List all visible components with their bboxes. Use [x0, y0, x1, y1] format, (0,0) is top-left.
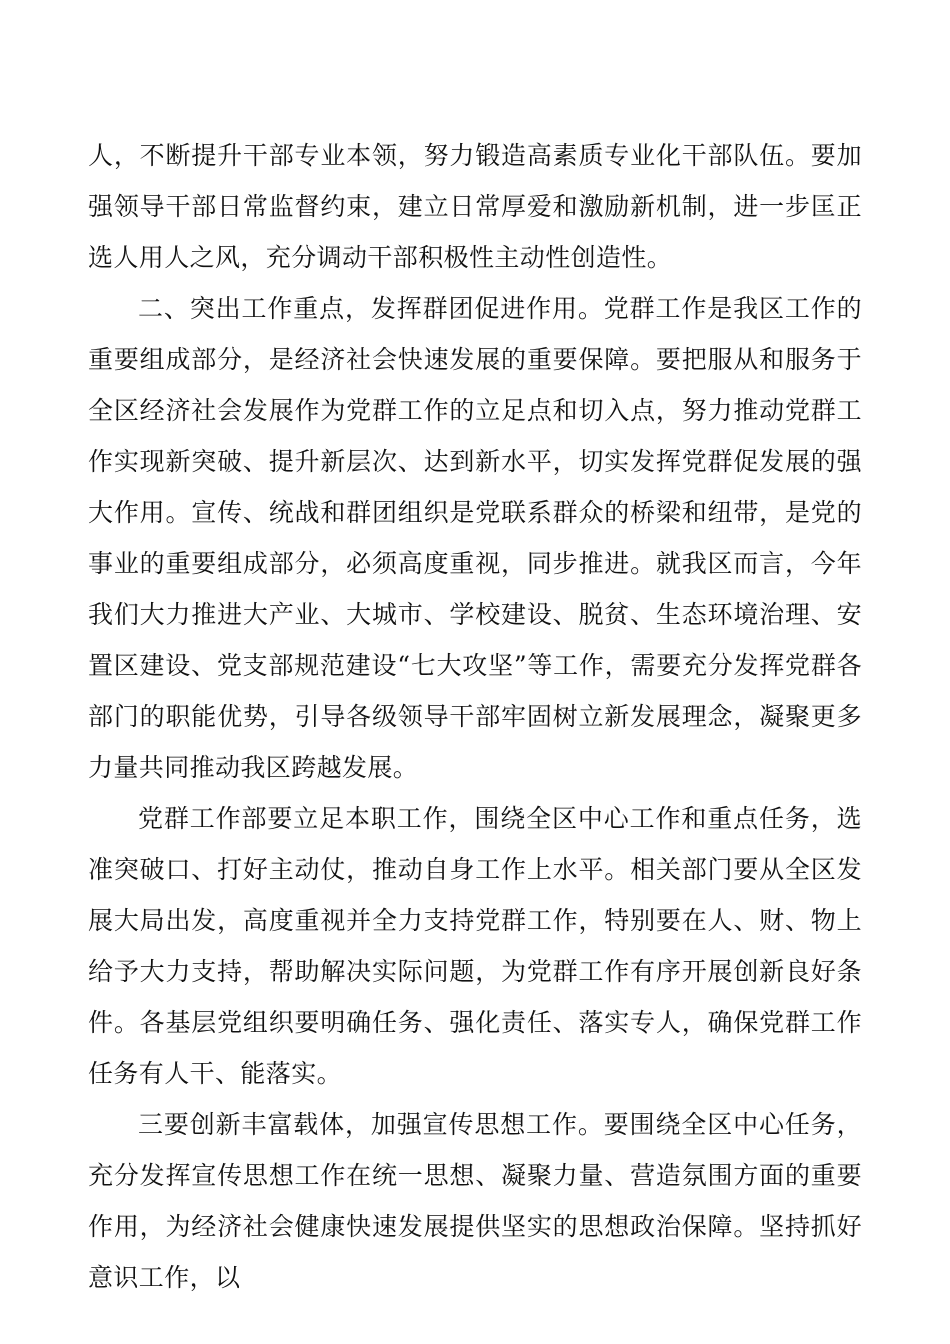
- paragraph-section-two: 二、突出工作重点，发挥群团促进作用。党群工作是我区工作的重要组成部分，是经济社会快速发展的重要保障。要把服从和服务于全区经济社会发展作为党群工作的立足点和切入点，努力推动党群工作实现新突破、提升新层次、达到新水平，切实发挥党群促发展的强大作用。宣传、统战和群团组织是党联系群众的桥梁和纽带，是党的事业的重要组成部分，必须高度重视，同步推进。就我区而言，今年我们大力推进大产业、大城市、学校建设、脱贫、生态环境治理、安置区建设、党支部规范建设“七大攻坚”等工作，需要充分发挥党群各部门的职能优势，引导各级领导干部牢固树立新发展理念，凝聚更多力量共同推动我区跨越发展。: [88, 294, 862, 782]
- paragraph-party-work: 党群工作部要立足本职工作，围绕全区中心工作和重点任务，选准突破口、打好主动仗，推动自身工作上水平。相关部门要从全区发展大局出发，高度重视并全力支持党群工作，特别要在人、财、物上给予大力支持，帮助解决实际问题，为党群工作有序开展创新良好条件。各基层党组织要明确任务、强化责任、落实专人，确保党群工作任务有人干、能落实。: [88, 804, 862, 1088]
- paragraph-section-three: 三要创新丰富载体，加强宣传思想工作。要围绕全区中心任务，充分发挥宣传思想工作在统一思想、凝聚力量、营造氛围方面的重要作用，为经济社会健康快速发展提供坚实的思想政治保障。坚持抓好意识工作，以: [88, 1110, 862, 1292]
- document-body: [88, 130, 862, 1303]
- paragraph-continuation: 人，不断提升干部专业本领，努力锻造高素质专业化干部队伍。要加强领导干部日常监督约束，建立日常厚爱和激励新机制，进一步匡正选人用人之风，充分调动干部积极性主动性创造性。: [88, 141, 862, 272]
